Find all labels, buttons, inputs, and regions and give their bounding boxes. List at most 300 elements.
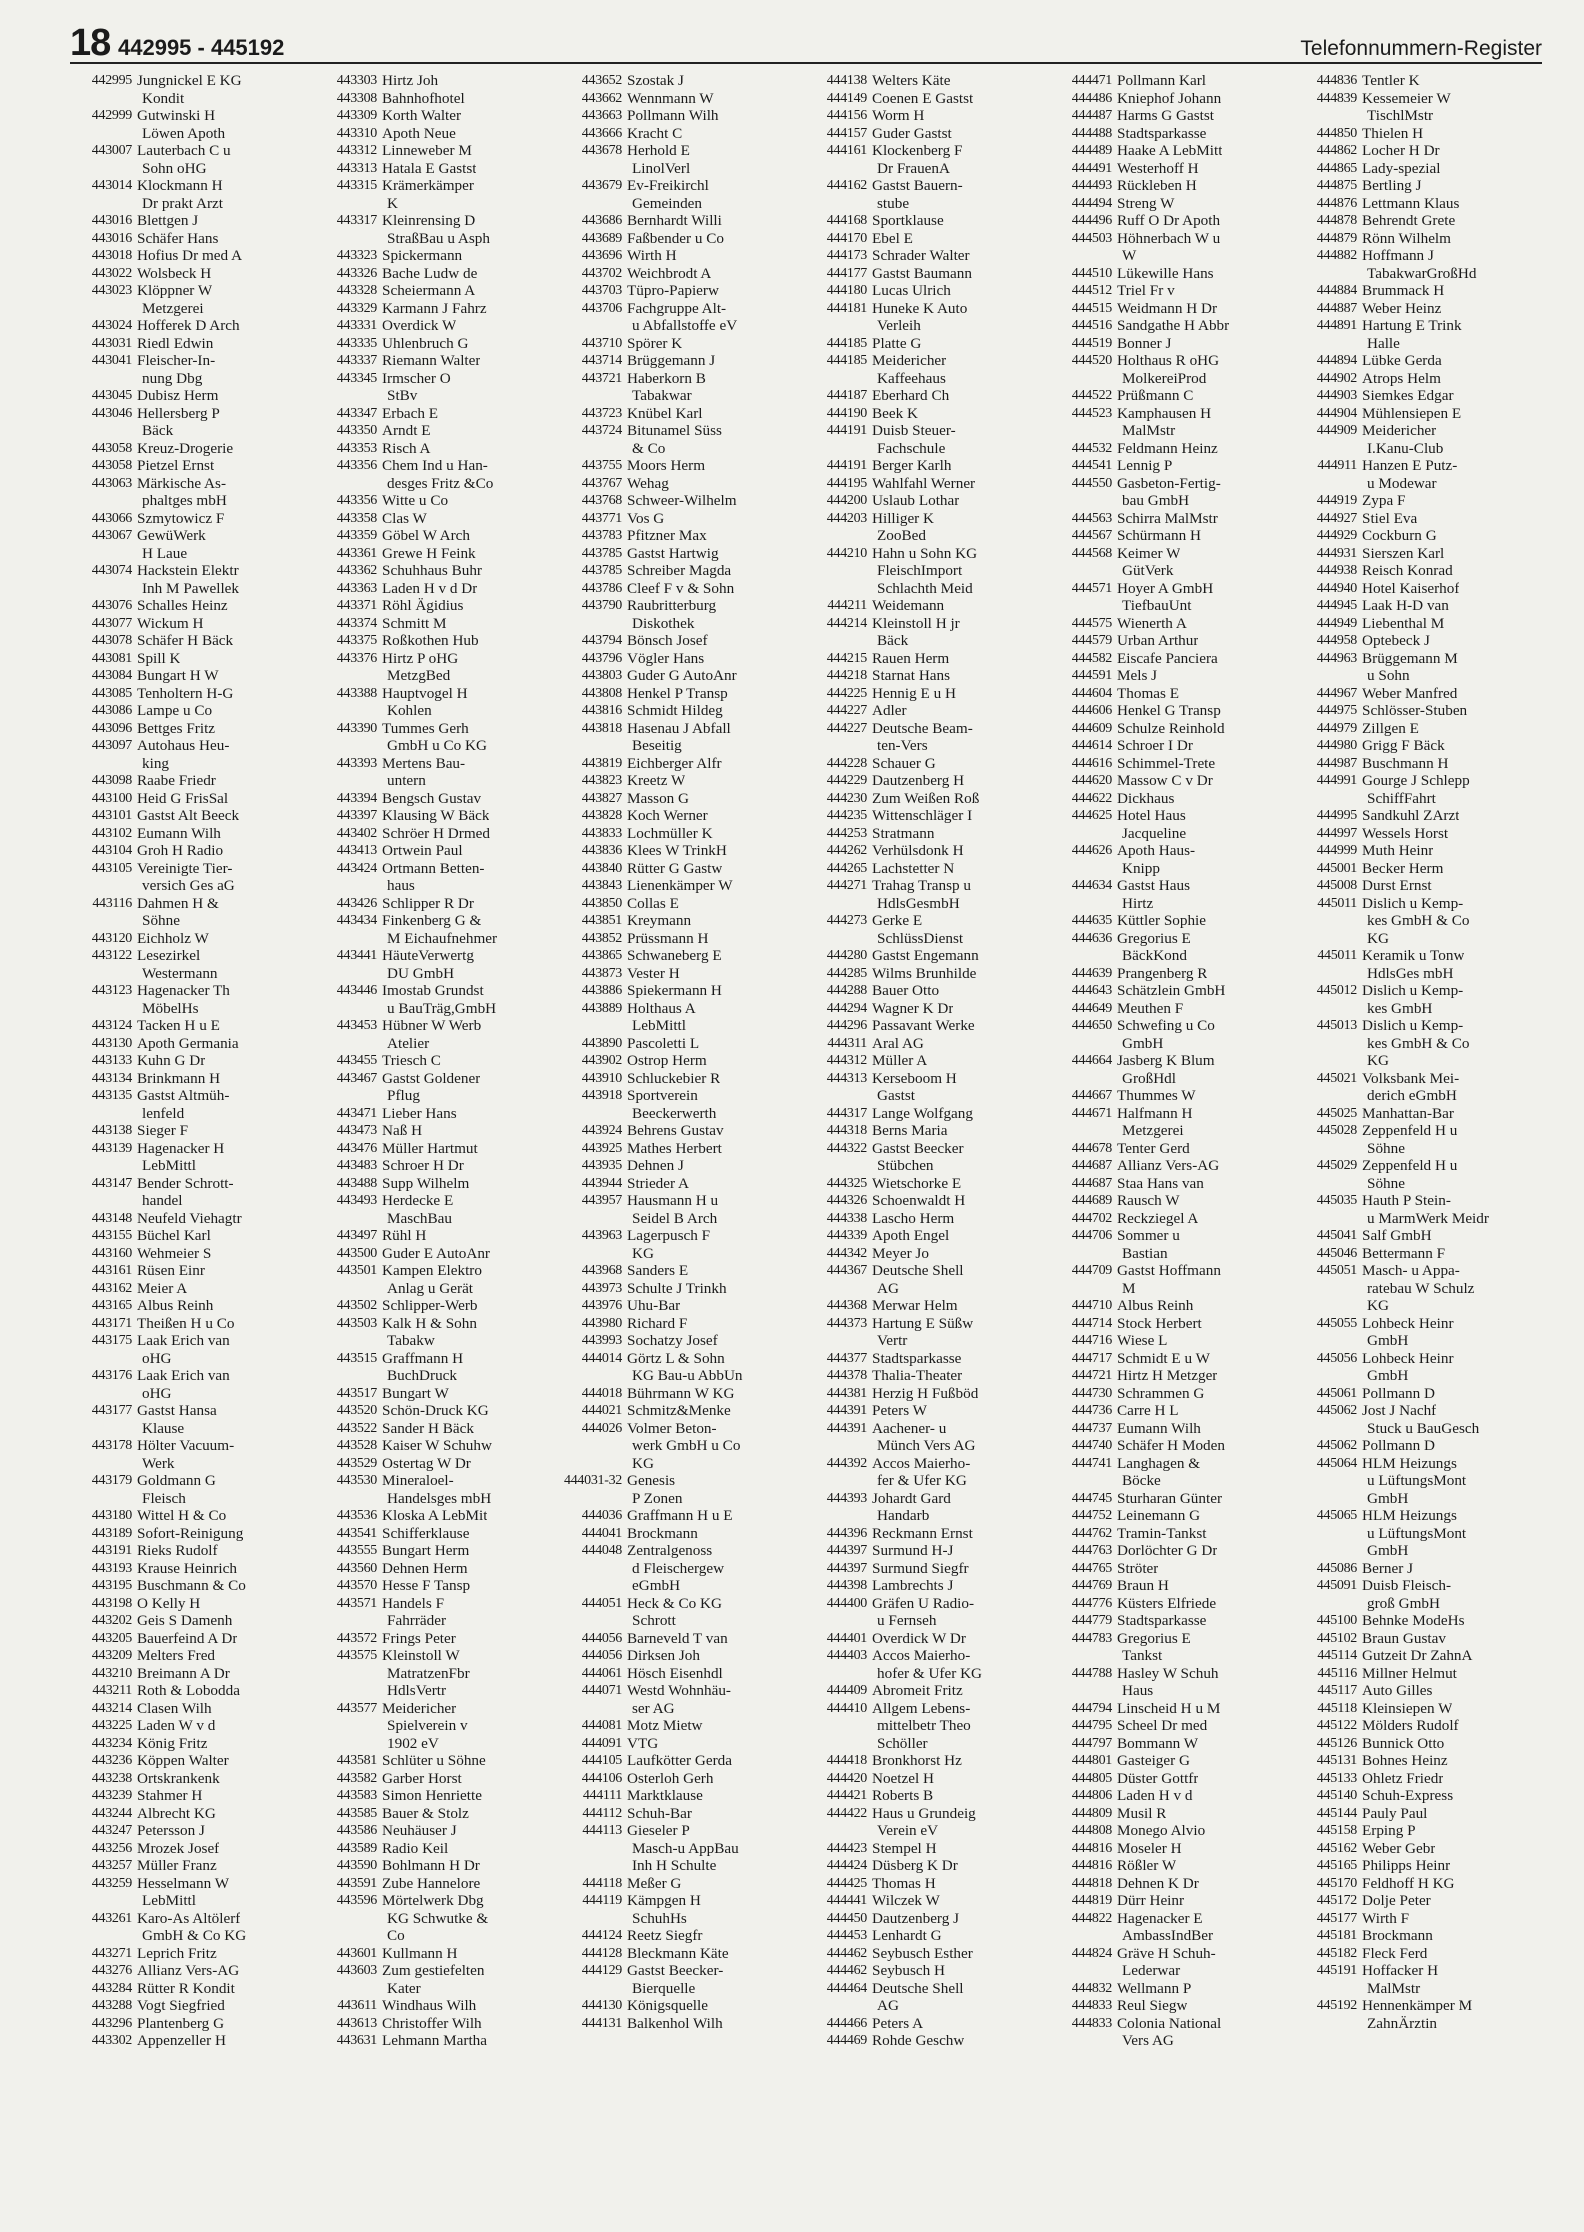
subscriber-name: Mineraloel- <box>382 1472 454 1489</box>
subscriber-detail: Verleih <box>877 317 921 334</box>
subscriber-name: Passavant Werke <box>872 1017 975 1034</box>
directory-entry <box>805 842 1050 860</box>
directory-entry <box>1295 387 1540 405</box>
phone-number: 445035 <box>1316 1193 1357 1208</box>
subscriber-name: Kreetz W <box>627 772 686 789</box>
directory-entry <box>805 1857 1050 1875</box>
subscriber-name: Kreymann <box>627 912 692 929</box>
subscriber-detail: MalMstr <box>1122 422 1176 439</box>
subscriber-name: Berns Maria <box>872 1122 948 1139</box>
phone-number: 444891 <box>1316 318 1357 333</box>
phone-number: 444716 <box>1071 1333 1112 1348</box>
subscriber-name: Reckmann Ernst <box>872 1524 973 1542</box>
directory-entry <box>1050 702 1295 720</box>
subscriber-name: Rütter G Gastw <box>627 859 723 877</box>
directory-entry <box>560 1262 805 1280</box>
subscriber-detail: KG <box>632 1454 654 1472</box>
phone-number: 443016 <box>91 213 132 228</box>
subscriber-name: Locher H Dr <box>1362 142 1440 159</box>
directory-entry <box>1050 1612 1295 1630</box>
phone-number: 443706 <box>581 300 622 316</box>
subscriber-name: Thielen H <box>1362 124 1424 142</box>
directory-entry <box>1295 615 1540 633</box>
directory-entry <box>315 1192 560 1210</box>
subscriber-name: Dehnen Herm <box>382 1559 468 1577</box>
phone-number: 443247 <box>91 1823 132 1838</box>
subscriber-detail: Tankst <box>1122 1647 1163 1664</box>
directory-entry <box>70 825 315 843</box>
subscriber-name: Moseler H <box>1117 1839 1182 1857</box>
directory-entry <box>1295 1840 1540 1858</box>
subscriber-name: Bonner J <box>1117 334 1172 352</box>
subscriber-detail: TabakwarGroßHd <box>1367 264 1477 282</box>
phone-number: 444689 <box>1071 1193 1112 1208</box>
subscriber-name: Schmitt M <box>382 614 447 632</box>
directory-entry <box>70 1052 315 1070</box>
phone-number: 443098 <box>91 773 132 788</box>
subscriber-name: Weidemann <box>872 597 945 614</box>
directory-entry <box>70 1840 315 1858</box>
subscriber-name: Volksbank Mei- <box>1362 1069 1460 1087</box>
subscriber-detail: 1902 eV <box>387 1734 439 1752</box>
directory-entry <box>805 422 1050 440</box>
phone-number: 444634 <box>1071 878 1112 893</box>
directory-entry <box>315 912 560 930</box>
subscriber-name: Lady-spezial <box>1362 159 1441 177</box>
subscriber-name: Hilliger K <box>872 509 935 527</box>
phone-number: 444181 <box>826 300 867 316</box>
subscriber-name: Hartung E Trink <box>1362 317 1462 334</box>
phone-number: 443193 <box>91 1560 132 1576</box>
directory-entry <box>315 265 560 283</box>
directory-entry <box>1050 1717 1295 1735</box>
subscriber-name: Faßbender u Co <box>627 229 725 247</box>
subscriber-name: Haake A LebMitt <box>1117 142 1223 159</box>
subscriber-name: Surmund H-J <box>872 1542 954 1559</box>
subscriber-name: Lenhardt G <box>872 1927 942 1944</box>
directory-entry <box>805 615 1050 633</box>
subscriber-name: Gastst Alt Beeck <box>137 807 240 824</box>
directory-entry <box>315 755 560 773</box>
directory-entry <box>560 860 805 878</box>
subscriber-name: Kullmann H <box>382 1944 458 1962</box>
phone-number: 443397 <box>336 808 377 823</box>
subscriber-detail: Knipp <box>1122 859 1160 877</box>
phone-number: 444112 <box>582 1805 622 1821</box>
phone-number: 444398 <box>826 1578 867 1593</box>
subscriber-name: Schlipper-Werb <box>382 1297 478 1314</box>
directory-entry <box>560 720 805 738</box>
subscriber-name: Sander H Bäck <box>382 1419 474 1437</box>
directory-entry <box>1050 1665 1295 1683</box>
phone-number: 443794 <box>581 633 622 648</box>
subscriber-name: Ev-Freikirchl <box>627 177 709 194</box>
phone-number: 443063 <box>91 475 132 491</box>
phone-number: 443058 <box>91 440 132 456</box>
subscriber-name: Bahnhofhotel <box>382 89 465 107</box>
directory-entry <box>315 2032 560 2050</box>
subscriber-detail: GmbH <box>1367 1542 1409 1559</box>
subscriber-name: Tramin-Tankst <box>1117 1524 1207 1542</box>
subscriber-name: Aachener- u <box>872 1419 947 1437</box>
directory-entry <box>70 685 315 703</box>
subscriber-name: Knübel Karl <box>627 404 703 422</box>
subscriber-name: Laden W v d <box>137 1717 216 1734</box>
subscriber-detail: Fachschule <box>877 439 946 457</box>
phone-number: 444519 <box>1071 335 1112 351</box>
directory-entry <box>1295 422 1540 440</box>
directory-entry <box>315 177 560 195</box>
phone-number: 443424 <box>336 860 377 876</box>
phone-number: 444788 <box>1071 1665 1112 1681</box>
phone-number: 444138 <box>826 73 867 88</box>
subscriber-name: HLM Heizungs <box>1362 1454 1457 1472</box>
subscriber-name: Eumann Wilh <box>1117 1419 1201 1437</box>
subscriber-name: Riedl Edwin <box>137 334 214 352</box>
subscriber-name: Stadtsparkasse <box>1117 124 1207 142</box>
phone-number: 444878 <box>1316 213 1357 228</box>
subscriber-name: Fleischer-In- <box>137 352 216 369</box>
phone-number: 443918 <box>581 1088 622 1103</box>
subscriber-detail: H Laue <box>142 544 188 562</box>
subscriber-name: O Kelly H <box>137 1594 201 1612</box>
phone-number: 444591 <box>1071 668 1112 683</box>
subscriber-name: Radio Keil <box>382 1839 449 1857</box>
subscriber-name: Lambrechts J <box>872 1577 954 1594</box>
subscriber-detail: Schlachth Meid <box>877 579 973 597</box>
directory-entry <box>1050 1402 1295 1420</box>
subscriber-name: Prangenberg R <box>1117 964 1208 982</box>
subscriber-name: Motz Mietw <box>627 1717 703 1734</box>
directory-entry <box>560 772 805 790</box>
subscriber-name: Grewe H Feink <box>382 544 476 562</box>
directory-entry <box>1050 317 1295 335</box>
subscriber-detail: K <box>387 194 398 212</box>
phone-number: 443284 <box>91 1980 132 1996</box>
subscriber-name: Meßer G <box>627 1874 682 1892</box>
subscriber-name: Lange Wolfgang <box>872 1104 973 1122</box>
directory-entry <box>560 300 805 318</box>
subscriber-name: HäuteVerwertg <box>382 947 474 964</box>
subscriber-name: Schürmann H <box>1117 527 1201 544</box>
subscriber-detail: Münch Vers AG <box>877 1437 976 1454</box>
subscriber-detail: groß GmbH <box>1367 1594 1440 1612</box>
subscriber-name: Hagenacker H <box>137 1139 225 1157</box>
subscriber-name: Schwaneberg E <box>627 947 722 964</box>
subscriber-detail: Kondit <box>142 89 185 107</box>
directory-entry <box>805 1910 1050 1928</box>
directory-entry <box>70 1752 315 1770</box>
directory-entry <box>1295 1577 1540 1595</box>
phone-number: 443818 <box>581 720 622 736</box>
phone-number: 443388 <box>336 685 377 701</box>
subscriber-name: Finkenberg G & <box>382 912 482 929</box>
subscriber-name: Meidericher <box>382 1699 457 1717</box>
phone-number: 443865 <box>581 948 622 963</box>
subscriber-detail: Handarb <box>877 1507 930 1524</box>
directory-entry <box>1050 1192 1295 1210</box>
directory-entry <box>560 545 805 563</box>
phone-number: 444927 <box>1316 510 1357 526</box>
phone-number: 444056 <box>581 1630 622 1646</box>
phone-number: 444875 <box>1316 178 1357 193</box>
directory-entry <box>560 1630 805 1648</box>
phone-number: 444496 <box>1071 213 1112 228</box>
directory-entry <box>560 1875 805 1893</box>
subscriber-name: Gastst Altmüh- <box>137 1087 230 1104</box>
subscriber-name: Schmidt Hildeg <box>627 702 723 719</box>
subscriber-name: Rückleben H <box>1117 177 1197 194</box>
subscriber-detail: Fahrräder <box>387 1612 447 1629</box>
directory-entry <box>1050 632 1295 650</box>
directory-entry <box>560 510 805 528</box>
phone-number: 444311 <box>827 1035 867 1051</box>
directory-entry <box>70 1035 315 1053</box>
directory-entry <box>70 282 315 300</box>
phone-number: 443180 <box>91 1508 132 1523</box>
phone-number: 444995 <box>1316 808 1357 823</box>
directory-entry <box>70 1665 315 1683</box>
phone-number: 443066 <box>91 510 132 526</box>
subscriber-name: Bache Ludw de <box>382 264 478 282</box>
subscriber-detail: KG <box>1367 929 1389 947</box>
subscriber-name: Vögler Hans <box>627 649 705 667</box>
subscriber-name: Müller A <box>872 1052 928 1069</box>
directory-entry <box>1295 1875 1540 1893</box>
directory-entry <box>805 1752 1050 1770</box>
phone-number: 443581 <box>336 1753 377 1768</box>
phone-number: 443160 <box>91 1245 132 1261</box>
directory-entry <box>70 475 315 493</box>
phone-number: 443455 <box>336 1053 377 1068</box>
subscriber-detail: u Fernseh <box>877 1612 937 1629</box>
phone-number: 444031-32 <box>564 1473 622 1488</box>
phone-number: 443171 <box>91 1315 132 1331</box>
phone-number: 444322 <box>826 1140 867 1156</box>
directory-entry <box>1050 1910 1295 1928</box>
subscriber-name: Trahag Transp u <box>872 877 972 894</box>
page-header <box>70 22 1542 64</box>
phone-number: 443031 <box>91 335 132 351</box>
phone-number: 443225 <box>91 1718 132 1733</box>
phone-number: 444225 <box>826 685 867 701</box>
directory-entry <box>560 90 805 108</box>
phone-number: 445064 <box>1316 1455 1357 1471</box>
phone-number: 443359 <box>336 528 377 543</box>
phone-number: 445062 <box>1316 1403 1357 1418</box>
directory-entry <box>1050 1332 1295 1350</box>
directory-entry <box>560 1052 805 1070</box>
subscriber-name: Platte G <box>872 334 922 352</box>
subscriber-name: Dirksen Joh <box>627 1647 700 1664</box>
phone-number: 443434 <box>336 913 377 928</box>
directory-entry <box>1050 1525 1295 1543</box>
directory-entry <box>70 1297 315 1315</box>
subscriber-name: Naß H <box>382 1122 423 1139</box>
subscriber-name: Dahmen H & <box>137 894 219 912</box>
directory-entry <box>805 387 1050 405</box>
directory-entry <box>70 1787 315 1805</box>
phone-number: 443102 <box>91 825 132 841</box>
directory-entry <box>805 212 1050 230</box>
phone-number: 444317 <box>826 1105 867 1121</box>
directory-entry <box>315 842 560 860</box>
directory-entry <box>70 1437 315 1455</box>
directory-entry <box>315 825 560 843</box>
phone-number: 443191 <box>91 1543 132 1558</box>
directory-entry <box>1295 1630 1540 1648</box>
subscriber-detail: desges Fritz &Co <box>387 474 494 492</box>
directory-entry <box>560 352 805 370</box>
directory-entry <box>315 545 560 563</box>
directory-entry <box>70 1962 315 1980</box>
directory-entry <box>315 2015 560 2033</box>
phone-number: 444400 <box>826 1595 867 1611</box>
directory-entry <box>1050 1262 1295 1280</box>
phone-number: 443686 <box>581 213 622 228</box>
phone-number: 443426 <box>336 895 377 911</box>
subscriber-name: Adler <box>872 702 907 719</box>
subscriber-name: Vos G <box>627 509 665 527</box>
subscriber-detail: BuchDruck <box>387 1367 458 1384</box>
directory-entry <box>70 2015 315 2033</box>
subscriber-name: Bungart H W <box>137 667 219 684</box>
subscriber-name: Siemkes Edgar <box>1362 387 1454 404</box>
subscriber-detail: handel <box>142 1192 183 1209</box>
subscriber-detail: lenfeld <box>142 1104 185 1122</box>
subscriber-name: Pascoletti L <box>627 1034 700 1052</box>
directory-entry <box>560 1192 805 1210</box>
phone-number: 443045 <box>91 388 132 403</box>
directory-entry <box>70 247 315 265</box>
subscriber-detail: TischlMstr <box>1367 107 1434 124</box>
phone-number: 443453 <box>336 1018 377 1033</box>
subscriber-name: Herzig H Fußböd <box>872 1384 979 1402</box>
phone-number: 444111 <box>582 1788 622 1803</box>
directory-entry <box>805 475 1050 493</box>
subscriber-name: Manhattan-Bar <box>1362 1104 1454 1122</box>
directory-entry <box>70 1262 315 1280</box>
phone-number: 443501 <box>336 1263 377 1278</box>
directory-entry <box>70 1647 315 1665</box>
phone-number: 444975 <box>1316 703 1357 718</box>
phone-number: 444229 <box>826 773 867 788</box>
directory-column <box>1050 72 1295 2050</box>
directory-entry <box>70 1595 315 1613</box>
subscriber-name: Lauterbach C u <box>137 142 231 159</box>
subscriber-name: Tacken H u E <box>137 1017 220 1034</box>
subscriber-detail: Bäck <box>877 632 909 649</box>
directory-entry <box>1050 352 1295 370</box>
subscriber-name: Johardt Gard <box>872 1489 951 1507</box>
subscriber-detail: oHG <box>142 1349 172 1367</box>
subscriber-name: Ruff O Dr Apoth <box>1117 212 1221 229</box>
subscriber-detail: Söhne <box>142 912 180 929</box>
subscriber-name: Dubisz Herm <box>137 387 219 404</box>
subscriber-name: Duisb Steuer- <box>872 422 956 439</box>
directory-entry <box>1295 1787 1540 1805</box>
directory-entry <box>315 790 560 808</box>
phone-number: 443662 <box>581 90 622 106</box>
subscriber-name: Scheiermann A <box>382 282 476 299</box>
phone-number: 445158 <box>1316 1823 1357 1838</box>
directory-entry <box>560 597 805 615</box>
phone-number: 445177 <box>1316 1910 1357 1926</box>
phone-number: 444779 <box>1071 1613 1112 1628</box>
phone-number: 445008 <box>1316 878 1357 893</box>
directory-entry <box>1050 1805 1295 1823</box>
subscriber-name: Spörer K <box>627 334 683 352</box>
subscriber-name: Duisb Fleisch- <box>1362 1577 1452 1594</box>
directory-entry <box>315 1770 560 1788</box>
directory-entry <box>1295 895 1540 913</box>
directory-entry <box>805 1122 1050 1140</box>
phone-number: 444296 <box>826 1018 867 1033</box>
phone-number: 444036 <box>581 1508 622 1523</box>
phone-number: 445051 <box>1316 1263 1357 1278</box>
directory-entry <box>315 422 560 440</box>
phone-number: 444185 <box>826 353 867 368</box>
subscriber-name: Seybusch Esther <box>872 1944 973 1962</box>
directory-entry <box>805 1000 1050 1018</box>
subscriber-detail: GmbH <box>1122 1034 1164 1052</box>
subscriber-name: Brockmann <box>1362 1927 1433 1944</box>
phone-number: 444161 <box>826 143 867 158</box>
subscriber-detail: MaschBau <box>387 1209 452 1227</box>
subscriber-name: Schwefing u Co <box>1117 1017 1215 1034</box>
directory-entry <box>70 72 315 90</box>
subscriber-name: Uhlenbruch G <box>382 334 469 352</box>
subscriber-name: Apoth Germania <box>137 1034 239 1052</box>
directory-entry <box>1050 1227 1295 1245</box>
directory-entry <box>1295 1612 1540 1630</box>
directory-entry <box>315 1577 560 1595</box>
subscriber-name: Sandkuhl ZArzt <box>1362 807 1460 824</box>
directory-entry <box>805 1070 1050 1088</box>
directory-entry <box>1295 125 1540 143</box>
directory-entry <box>1295 1122 1540 1140</box>
directory-entry <box>805 1035 1050 1053</box>
subscriber-name: Hagenacker E <box>1117 1909 1203 1927</box>
directory-entry <box>70 335 315 353</box>
subscriber-name: Strieder A <box>627 1174 690 1192</box>
subscriber-name: Bernhardt Willi <box>627 212 722 229</box>
directory-entry <box>70 1560 315 1578</box>
subscriber-detail: Pflug <box>387 1087 420 1104</box>
directory-entry <box>70 1997 315 2015</box>
subscriber-name: Frings Peter <box>382 1629 456 1647</box>
subscriber-name: Klausing W Bäck <box>382 807 490 824</box>
phone-number: 444491 <box>1071 160 1112 176</box>
phone-number: 444191 <box>826 458 867 473</box>
phone-number: 444129 <box>581 1963 622 1978</box>
phone-number: 445144 <box>1316 1805 1357 1821</box>
directory-entry <box>805 1980 1050 1998</box>
subscriber-name: Lesezirkel <box>137 947 201 964</box>
subscriber-detail: ratebau W Schulz <box>1367 1279 1475 1297</box>
phone-number: 444119 <box>582 1893 622 1908</box>
phone-number: 444368 <box>826 1298 867 1313</box>
subscriber-detail: Kaffeehaus <box>877 369 946 387</box>
subscriber-name: Laak Erich van <box>137 1367 230 1384</box>
subscriber-name: Wiese L <box>1117 1332 1168 1349</box>
phone-number: 444568 <box>1071 545 1112 561</box>
subscriber-detail: & Co <box>632 439 666 457</box>
phone-number: 443022 <box>91 265 132 281</box>
subscriber-detail: Vertr <box>877 1332 908 1349</box>
directory-entry <box>1295 510 1540 528</box>
phone-number: 444945 <box>1316 598 1357 613</box>
